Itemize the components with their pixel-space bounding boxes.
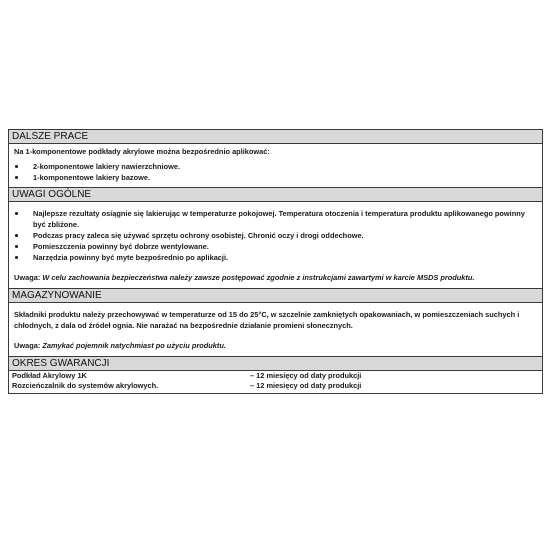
list-item: 1-komponentowe lakiery bazowe. — [14, 172, 537, 183]
section-body-magazynowanie — [9, 303, 542, 351]
uwagi-safety-note — [14, 272, 537, 283]
storage-text: Składniki produktu należy przechowywać w temperaturze od 15 do 25°C, w szczelnie zamkniętych opakowaniach, w pomieszczeniach suchych i chłodnych, z dala od źródeł ognia. Nie narażać na bezpośrednie działanie promieni słonecznych. — [14, 310, 520, 330]
table-row — [9, 371, 542, 381]
warranty-period-value: – 12 miesięcy od daty produkcji — [250, 371, 362, 380]
list-item: Podczas pracy zaleca się używać sprzętu ochrony osobistej. Chronić oczy i drogi oddechowe. — [14, 230, 537, 241]
section-heading-dalsze-prace: DALSZE PRACE — [9, 130, 542, 144]
note-text: W celu zachowania bezpieczeństwa należy zawsze postępować zgodnie z instrukcjami zawartymi w karcie MSDS produktu. — [42, 273, 475, 282]
list-item: 2-komponentowe lakiery nawierzchniowe. — [14, 161, 537, 172]
list-item: Najlepsze rezultaty osiągnie się lakierując w temperaturze pokojowej. Temperatura otoczenia i temperatura produktu aplikowanego powinny być zbliżone. — [14, 208, 537, 230]
product-datasheet — [8, 129, 543, 394]
warranty-period-value: – 12 miesięcy od daty produkcji — [250, 381, 362, 390]
note-label: Uwaga: — [14, 341, 41, 350]
section-body-uwagi-ogolne — [9, 208, 542, 283]
table-row — [9, 381, 542, 391]
list-item: Narzędzia powinny być myte bezpośrednio po aplikacji. — [14, 252, 537, 263]
section-heading-magazynowanie: MAGAZYNOWANIE — [9, 288, 542, 303]
dalsze-bullet-list — [14, 161, 537, 183]
section-heading-uwagi-ogolne: UWAGI OGÓLNE — [9, 187, 542, 202]
uwagi-bullet-list — [14, 208, 537, 263]
warranty-table — [9, 371, 542, 393]
note-text: Zamykać pojemnik natychmiast po użyciu produktu. — [42, 341, 226, 350]
dalsze-lead-text: Na 1-komponentowe podkłady akrylowe można bezpośrednio aplikować: — [14, 147, 270, 156]
list-item: Pomieszczenia powinny być dobrze wentylowane. — [14, 241, 537, 252]
warranty-product-label: Rozcieńczalnik do systemów akrylowych. — [12, 381, 159, 390]
section-heading-okres-gwarancji: OKRES GWARANCJI — [9, 356, 542, 371]
storage-note — [14, 340, 537, 351]
section-body-dalsze-prace — [9, 146, 542, 183]
note-label: Uwaga: — [14, 273, 41, 282]
warranty-product-label: Podkład Akrylowy 1K — [12, 371, 87, 380]
